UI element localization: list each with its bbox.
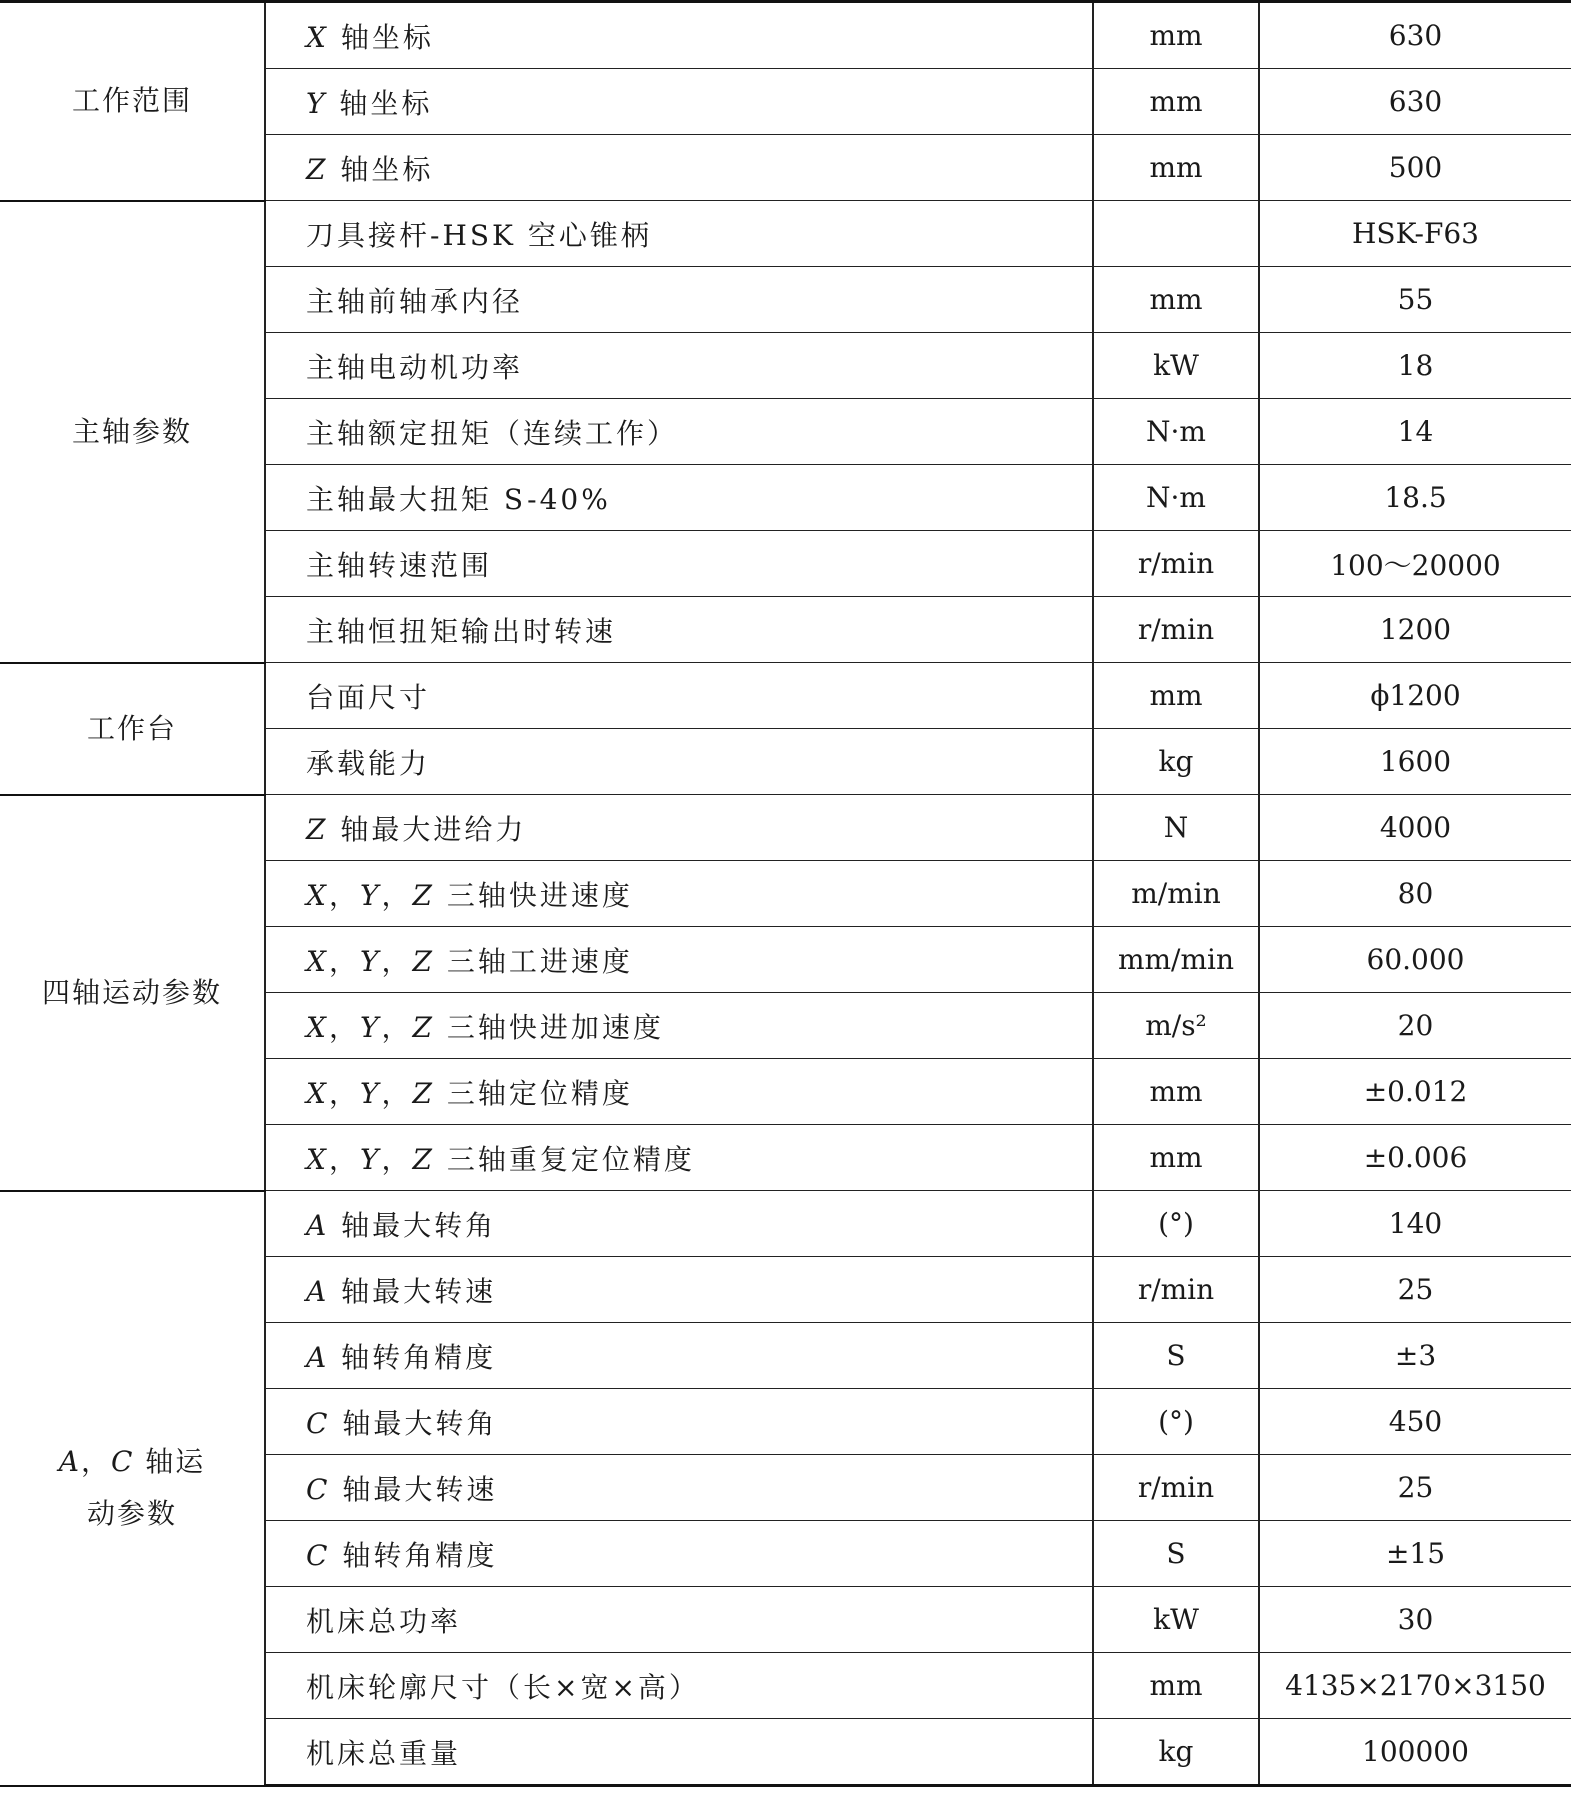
unit-cell: (°): [1093, 1191, 1259, 1257]
value-cell: 4135×2170×3150: [1259, 1653, 1571, 1719]
unit-cell: kg: [1093, 1719, 1259, 1786]
group-label-cell: [0, 2, 265, 201]
value-cell: ϕ1200: [1259, 663, 1571, 729]
param-cell: C 轴转角精度: [265, 1521, 1093, 1587]
unit-cell: mm: [1093, 135, 1259, 201]
unit-cell: m/min: [1093, 861, 1259, 927]
value-cell: HSK-F63: [1259, 201, 1571, 267]
value-cell: 14: [1259, 399, 1571, 465]
param-cell: 主轴转速范围: [265, 531, 1093, 597]
param-cell: 主轴电动机功率: [265, 333, 1093, 399]
unit-cell: mm: [1093, 663, 1259, 729]
group-label: 主轴参数: [71, 414, 192, 448]
unit-cell: S: [1093, 1521, 1259, 1587]
value-cell: ±0.006: [1259, 1125, 1571, 1191]
param-cell: 主轴额定扭矩（连续工作）: [265, 399, 1093, 465]
unit-cell: mm: [1093, 1125, 1259, 1191]
param-cell: 主轴前轴承内径: [265, 267, 1093, 333]
param-cell: 机床轮廓尺寸（长×宽×高）: [265, 1653, 1093, 1719]
value-cell: 1600: [1259, 729, 1571, 795]
value-cell: ±3: [1259, 1323, 1571, 1389]
param-cell: Z 轴最大进给力: [265, 795, 1093, 861]
unit-cell: N: [1093, 795, 1259, 861]
value-cell: 140: [1259, 1191, 1571, 1257]
param-cell: X，Y，Z 三轴快进加速度: [265, 993, 1093, 1059]
spec-table-body: [0, 2, 1571, 1786]
value-cell: 20: [1259, 993, 1571, 1059]
value-cell: 100000: [1259, 1719, 1571, 1786]
param-cell: C 轴最大转速: [265, 1455, 1093, 1521]
table-row: [0, 1191, 1571, 1257]
unit-cell: mm: [1093, 69, 1259, 135]
param-cell: X 轴坐标: [265, 2, 1093, 69]
group-label-cell: [0, 795, 265, 1191]
value-cell: 60.000: [1259, 927, 1571, 993]
param-cell: 主轴恒扭矩输出时转速: [265, 597, 1093, 663]
unit-cell: mm: [1093, 267, 1259, 333]
group-label-cell: [0, 201, 265, 663]
unit-cell: mm: [1093, 1653, 1259, 1719]
param-cell: X，Y，Z 三轴快进速度: [265, 861, 1093, 927]
param-cell: A 轴最大转角: [265, 1191, 1093, 1257]
unit-cell: mm/min: [1093, 927, 1259, 993]
param-cell: C 轴最大转角: [265, 1389, 1093, 1455]
group-label: A，C 轴运 动参数: [58, 1445, 206, 1530]
value-cell: 25: [1259, 1455, 1571, 1521]
group-label: 工作范围: [71, 84, 192, 118]
table-row: [0, 2, 1571, 69]
unit-cell: r/min: [1093, 1455, 1259, 1521]
value-cell: ±0.012: [1259, 1059, 1571, 1125]
unit-cell: mm: [1093, 1059, 1259, 1125]
value-cell: ±15: [1259, 1521, 1571, 1587]
value-cell: 4000: [1259, 795, 1571, 861]
unit-cell: [1093, 201, 1259, 267]
param-cell: 机床总功率: [265, 1587, 1093, 1653]
table-row: [0, 795, 1571, 861]
unit-cell: N·m: [1093, 399, 1259, 465]
unit-cell: S: [1093, 1323, 1259, 1389]
param-cell: Y 轴坐标: [265, 69, 1093, 135]
value-cell: 630: [1259, 69, 1571, 135]
unit-cell: mm: [1093, 2, 1259, 69]
param-cell: 主轴最大扭矩 S-40%: [265, 465, 1093, 531]
param-cell: A 轴转角精度: [265, 1323, 1093, 1389]
table-row: [0, 201, 1571, 267]
unit-cell: r/min: [1093, 531, 1259, 597]
param-cell: X，Y，Z 三轴工进速度: [265, 927, 1093, 993]
group-label-cell: [0, 663, 265, 795]
value-cell: 500: [1259, 135, 1571, 201]
value-cell: 25: [1259, 1257, 1571, 1323]
unit-cell: r/min: [1093, 1257, 1259, 1323]
value-cell: 18.5: [1259, 465, 1571, 531]
value-cell: 30: [1259, 1587, 1571, 1653]
param-cell: X，Y，Z 三轴重复定位精度: [265, 1125, 1093, 1191]
param-cell: 刀具接杆-HSK 空心锥柄: [265, 201, 1093, 267]
param-cell: X，Y，Z 三轴定位精度: [265, 1059, 1093, 1125]
unit-cell: (°): [1093, 1389, 1259, 1455]
value-cell: 630: [1259, 2, 1571, 69]
table-row: [0, 663, 1571, 729]
group-label-cell: [0, 1191, 265, 1786]
group-label: 工作台: [86, 711, 177, 745]
param-cell: 台面尺寸: [265, 663, 1093, 729]
unit-cell: kg: [1093, 729, 1259, 795]
value-cell: 55: [1259, 267, 1571, 333]
param-cell: 机床总重量: [265, 1719, 1093, 1786]
unit-cell: r/min: [1093, 597, 1259, 663]
unit-cell: kW: [1093, 1587, 1259, 1653]
value-cell: 80: [1259, 861, 1571, 927]
param-cell: A 轴最大转速: [265, 1257, 1093, 1323]
value-cell: 450: [1259, 1389, 1571, 1455]
group-label: 四轴运动参数: [41, 975, 222, 1009]
unit-cell: kW: [1093, 333, 1259, 399]
value-cell: 100～20000: [1259, 531, 1571, 597]
param-cell: 承载能力: [265, 729, 1093, 795]
value-cell: 18: [1259, 333, 1571, 399]
unit-cell: N·m: [1093, 465, 1259, 531]
unit-cell: m/s²: [1093, 993, 1259, 1059]
value-cell: 1200: [1259, 597, 1571, 663]
param-cell: Z 轴坐标: [265, 135, 1093, 201]
